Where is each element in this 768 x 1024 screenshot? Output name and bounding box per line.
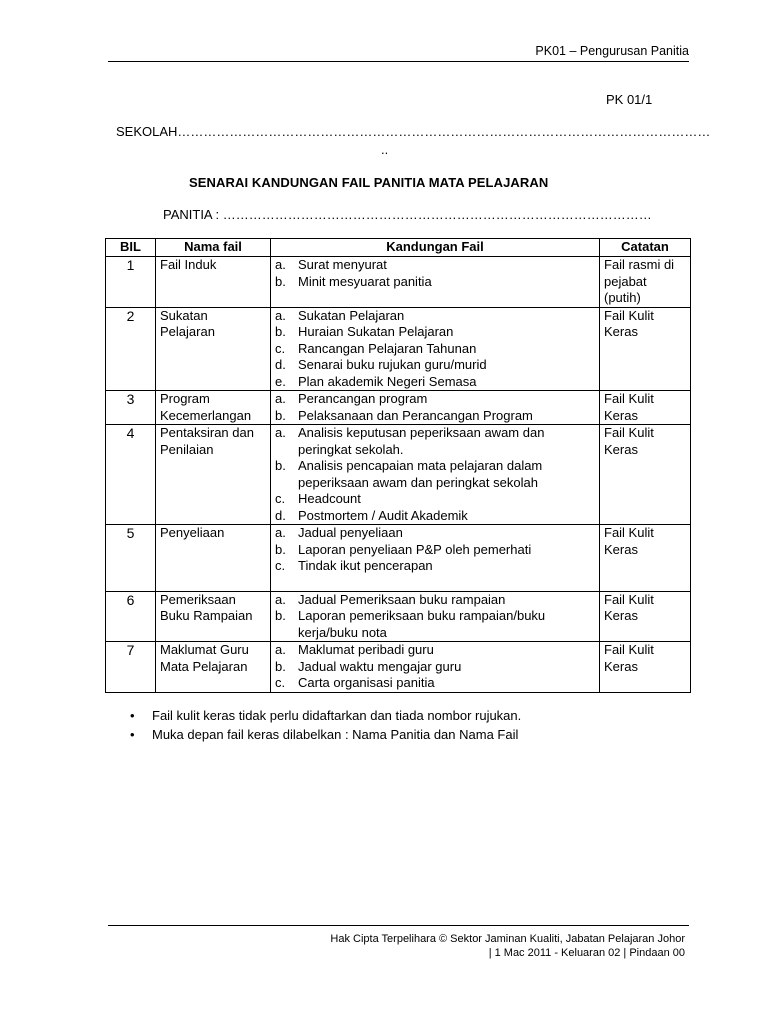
cell-nama-fail: Maklumat Guru Mata Pelajaran <box>156 642 271 693</box>
document-title: SENARAI KANDUNGAN FAIL PANITIA MATA PELAJARAN <box>189 175 549 190</box>
content-item <box>275 508 595 525</box>
sekolah-field: SEKOLAH…………………………………………………………………………………………………………… <box>116 124 711 139</box>
footer-copyright: Hak Cipta Terpelihara © Sektor Jaminan Kualiti, Jabatan Pelajaran Johor <box>330 933 685 945</box>
content-item <box>275 408 595 425</box>
content-item <box>275 525 595 542</box>
content-item-letter: a. <box>275 257 286 272</box>
content-item-letter: a. <box>275 307 286 323</box>
cell-nama-fail: Fail Induk <box>156 257 271 308</box>
cell-bil: 1 <box>106 257 156 308</box>
content-item-letter: a. <box>275 391 286 406</box>
cell-bil: 4 <box>106 425 156 525</box>
content-item <box>275 608 595 641</box>
content-item-text: Postmortem / Audit Akademik <box>298 507 468 523</box>
content-item-text: Jadual waktu mengajar guru <box>298 658 462 674</box>
cell-kandungan-fail <box>271 307 600 391</box>
content-item-text: Jadual penyeliaan <box>298 525 403 540</box>
content-item <box>275 425 595 458</box>
content-item-letter: c. <box>275 491 286 506</box>
bullet-icon: • <box>130 708 135 723</box>
cell-bil: 2 <box>106 307 156 391</box>
content-item-letter: c. <box>275 675 286 690</box>
table-row <box>106 425 691 525</box>
content-item-letter: b. <box>275 273 286 289</box>
table-row <box>106 257 691 308</box>
content-item-letter: c. <box>275 558 286 573</box>
content-item-text: Senarai buku rujukan guru/murid <box>298 357 487 372</box>
bullet-icon: • <box>130 727 135 742</box>
cell-nama-fail: Sukatan Pelajaran <box>156 307 271 391</box>
note-text: Fail kulit keras tidak perlu didaftarkan dan tiada nombor rujukan. <box>152 708 522 723</box>
content-item <box>275 675 595 692</box>
content-item-letter: a. <box>275 525 286 540</box>
content-item-letter: b. <box>275 324 286 339</box>
content-item <box>275 324 595 341</box>
col-nama-fail: Nama fail <box>156 239 271 257</box>
table-row <box>106 525 691 592</box>
content-item <box>275 391 595 408</box>
cell-bil: 6 <box>106 591 156 642</box>
content-item <box>275 592 595 609</box>
note-text: Muka depan fail keras dilabelkan : Nama Panitia dan Nama Fail <box>152 727 519 742</box>
content-item-letter: a. <box>275 425 286 440</box>
content-item <box>275 274 595 291</box>
table-row <box>106 642 691 693</box>
content-item-text: Maklumat peribadi guru <box>298 642 434 657</box>
content-item-text: Surat menyurat <box>298 257 387 272</box>
content-item <box>275 308 595 325</box>
form-code: PK 01/1 <box>606 92 653 107</box>
table-header-row <box>106 239 691 257</box>
cell-bil: 5 <box>106 525 156 592</box>
sekolah-continuation: .. <box>381 142 389 157</box>
content-item <box>275 642 595 659</box>
content-item-text: Analisis keputusan peperiksaan awam dan peringkat sekolah. <box>298 425 545 457</box>
page-header: PK01 – Pengurusan Panitia <box>535 44 689 58</box>
content-item <box>275 458 595 491</box>
cell-bil: 7 <box>106 642 156 693</box>
cell-catatan: Fail Kulit Keras <box>600 425 691 525</box>
content-item <box>275 341 595 358</box>
col-catatan: Catatan <box>600 239 691 257</box>
content-item-text: Carta organisasi panitia <box>298 675 435 690</box>
content-item <box>275 374 595 391</box>
content-item-letter: d. <box>275 507 286 523</box>
col-kandungan-fail: Kandungan Fail <box>271 239 600 257</box>
note-item <box>130 706 521 725</box>
content-item-letter: c. <box>275 340 286 356</box>
cell-catatan: Fail Kulit Keras <box>600 642 691 693</box>
content-item-text: Laporan penyeliaan P&P oleh pemerhati <box>298 541 532 557</box>
cell-kandungan-fail <box>271 425 600 525</box>
notes-list <box>130 706 521 744</box>
content-item-letter: b. <box>275 458 286 473</box>
table-row <box>106 307 691 391</box>
table-row <box>106 591 691 642</box>
content-item <box>275 357 595 374</box>
cell-kandungan-fail <box>271 642 600 693</box>
content-item <box>275 491 595 508</box>
content-item-letter: a. <box>275 642 286 657</box>
cell-kandungan-fail <box>271 391 600 425</box>
content-item-letter: b. <box>275 658 286 674</box>
cell-nama-fail: Pentaksiran dan Penilaian <box>156 425 271 525</box>
cell-kandungan-fail <box>271 591 600 642</box>
table-row <box>106 391 691 425</box>
footer-rule <box>108 925 689 926</box>
content-item-text: Sukatan Pelajaran <box>298 307 405 323</box>
cell-catatan: Fail Kulit Keras <box>600 591 691 642</box>
cell-kandungan-fail <box>271 257 600 308</box>
content-item-text: Rancangan Pelajaran Tahunan <box>298 340 477 356</box>
content-item <box>275 542 595 559</box>
content-item <box>275 257 595 274</box>
content-item-letter: e. <box>275 373 286 389</box>
header-rule <box>108 61 689 62</box>
cell-catatan: Fail Kulit Keras <box>600 525 691 592</box>
cell-catatan: Fail Kulit Keras <box>600 307 691 391</box>
cell-nama-fail: Program Kecemerlangan <box>156 391 271 425</box>
content-item <box>275 659 595 676</box>
content-item-text: Headcount <box>298 491 361 506</box>
content-item-letter: b. <box>275 608 286 623</box>
cell-kandungan-fail <box>271 525 600 592</box>
col-bil: BIL <box>106 239 156 257</box>
content-item-letter: d. <box>275 357 286 372</box>
content-item-text: Plan akademik Negeri Semasa <box>298 373 477 389</box>
cell-nama-fail: Pemeriksaan Buku Rampaian <box>156 591 271 642</box>
content-item-text: Pelaksanaan dan Perancangan Program <box>298 407 533 423</box>
content-item <box>275 558 595 575</box>
cell-catatan: Fail Kulit Keras <box>600 391 691 425</box>
panitia-field: PANITIA : ……………………………………………………………………………………… <box>163 207 652 222</box>
content-item-letter: b. <box>275 407 286 423</box>
file-contents-table <box>105 238 691 693</box>
content-item-letter: a. <box>275 591 286 607</box>
content-item-text: Analisis pencapaian mata pelajaran dalam peperiksaan awam dan peringkat sekolah <box>298 458 543 490</box>
cell-bil: 3 <box>106 391 156 425</box>
content-item-text: Huraian Sukatan Pelajaran <box>298 324 454 339</box>
content-item-letter: b. <box>275 541 286 557</box>
note-item <box>130 725 521 744</box>
content-item-text: Laporan pemeriksaan buku rampaian/buku kerja/buku nota <box>298 608 546 640</box>
cell-nama-fail: Penyeliaan <box>156 525 271 592</box>
content-item-text: Perancangan program <box>298 391 428 406</box>
content-item-text: Tindak ikut pencerapan <box>298 558 433 573</box>
content-item-text: Minit mesyuarat panitia <box>298 273 432 289</box>
footer-version: | 1 Mac 2011 - Keluaran 02 | Pindaan 00 <box>488 947 685 959</box>
cell-catatan: Fail rasmi di pejabat (putih) <box>600 257 691 308</box>
content-item-text: Jadual Pemeriksaan buku rampaian <box>298 591 506 607</box>
